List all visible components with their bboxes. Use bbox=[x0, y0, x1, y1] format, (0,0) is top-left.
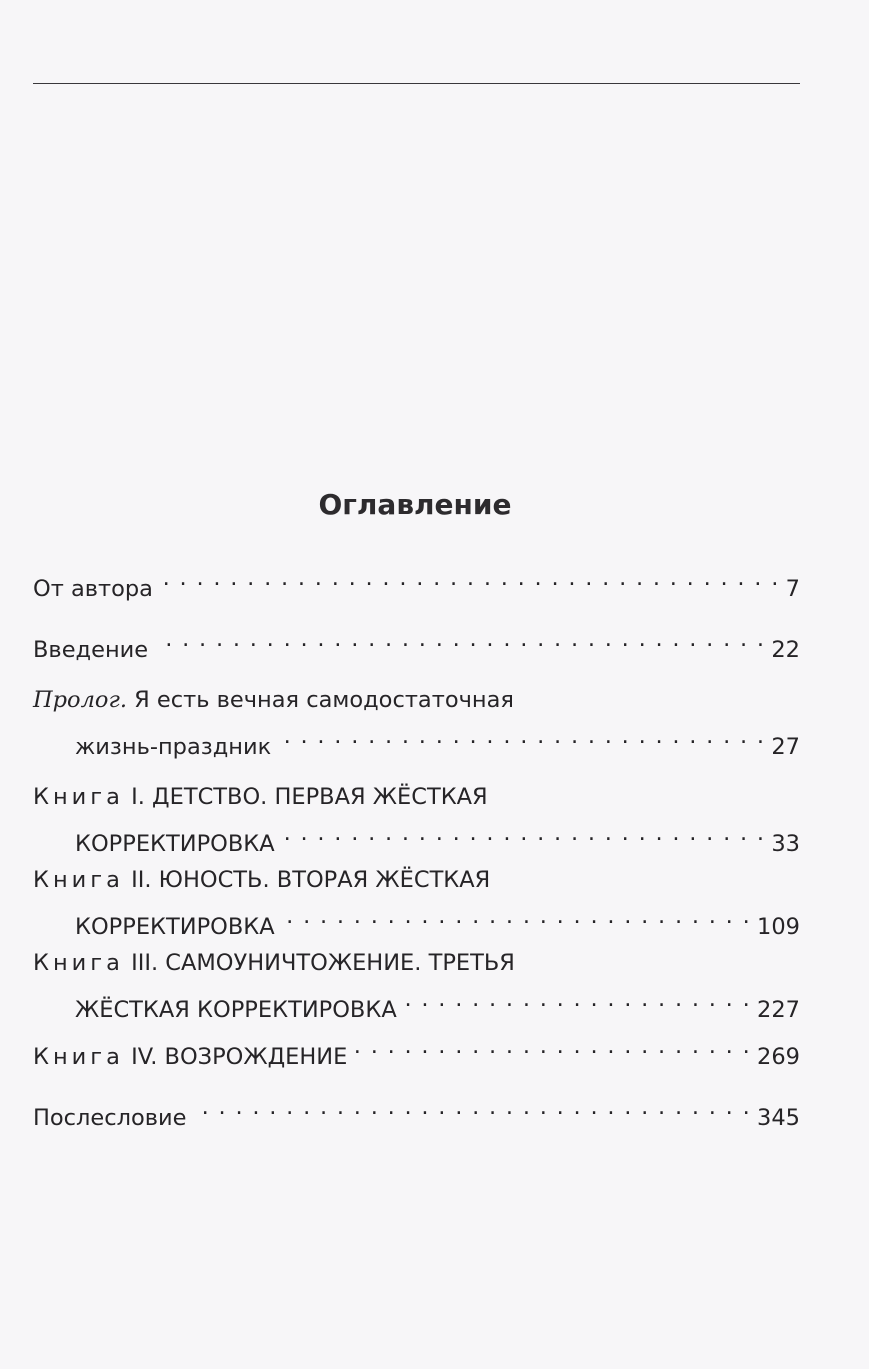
toc-entry-afterword[interactable] bbox=[33, 1089, 800, 1136]
toc-entry-book-number: IV. bbox=[123, 1044, 158, 1070]
toc-entry-book-number: III. bbox=[123, 950, 159, 976]
toc-entry-title-line2: КОРРЕКТИРОВКА bbox=[75, 914, 275, 940]
toc-entry-title-line1: ЮНОСТЬ. ВТОРАЯ ЖЁСТКАЯ bbox=[151, 867, 491, 893]
toc-entry-page: 227 bbox=[757, 997, 800, 1023]
toc-entry-book-3[interactable] bbox=[33, 945, 800, 1028]
dot-leader bbox=[277, 718, 765, 754]
dot-leader bbox=[281, 815, 766, 851]
top-rule bbox=[33, 83, 800, 84]
toc-entry-title-line1: САМОУНИЧТОЖЕНИЕ. ТРЕТЬЯ bbox=[158, 950, 515, 976]
toc-entry-author[interactable] bbox=[33, 560, 800, 607]
toc-entry-book-1[interactable] bbox=[33, 779, 800, 862]
toc-entry-book-label: Книга bbox=[33, 950, 124, 976]
toc-entry-book-label: Книга bbox=[33, 1044, 124, 1070]
toc-entry-page: 269 bbox=[757, 1044, 800, 1070]
toc-entry-book-number: II. bbox=[123, 867, 152, 893]
toc-entry-book-label: Книга bbox=[33, 867, 124, 893]
toc-entry-book-label: Книга bbox=[33, 784, 124, 810]
toc-entry-page: 33 bbox=[771, 831, 800, 857]
toc-entry-prologue[interactable] bbox=[33, 682, 800, 765]
toc-entry-book-4[interactable] bbox=[33, 1028, 800, 1075]
toc-entry-page: 27 bbox=[771, 734, 800, 760]
dot-leader bbox=[154, 621, 765, 657]
toc-entry-title-line2: КОРРЕКТИРОВКА bbox=[75, 831, 275, 857]
toc-entry-title-line1: ВОЗРОЖДЕНИЕ bbox=[157, 1044, 348, 1070]
dot-leader bbox=[353, 1028, 751, 1064]
dot-leader bbox=[403, 981, 751, 1017]
dot-leader bbox=[159, 560, 780, 596]
toc-entry-book-number: I. bbox=[123, 784, 145, 810]
toc-entry-title-line2: ЖЁСТКАЯ КОРРЕКТИРОВКА bbox=[75, 997, 397, 1023]
toc-entry-title-line1: Я есть вечная самодостаточная bbox=[126, 687, 514, 713]
dot-leader bbox=[193, 1089, 752, 1125]
dot-leader bbox=[281, 898, 751, 934]
toc-entry-page: 7 bbox=[785, 576, 800, 602]
toc-entry-page: 22 bbox=[771, 637, 800, 663]
toc-entry-title-line1: ДЕТСТВО. ПЕРВАЯ ЖЁСТКАЯ bbox=[144, 784, 488, 810]
toc-entry-prefix: Пролог. bbox=[33, 687, 127, 713]
toc-entry-introduction[interactable] bbox=[33, 621, 800, 668]
toc-entry-label: Введение bbox=[33, 637, 149, 663]
toc-entry-label: Послесловие bbox=[33, 1105, 187, 1131]
toc-entry-page: 345 bbox=[757, 1105, 800, 1131]
page-title: Оглавление bbox=[318, 488, 512, 521]
toc-entry-page: 109 bbox=[757, 914, 800, 940]
toc-entry-book-2[interactable] bbox=[33, 862, 800, 945]
toc-entry-label: От автора bbox=[33, 576, 153, 602]
table-of-contents bbox=[33, 560, 800, 1136]
toc-entry-title-line2: жизнь-праздник bbox=[75, 734, 272, 760]
